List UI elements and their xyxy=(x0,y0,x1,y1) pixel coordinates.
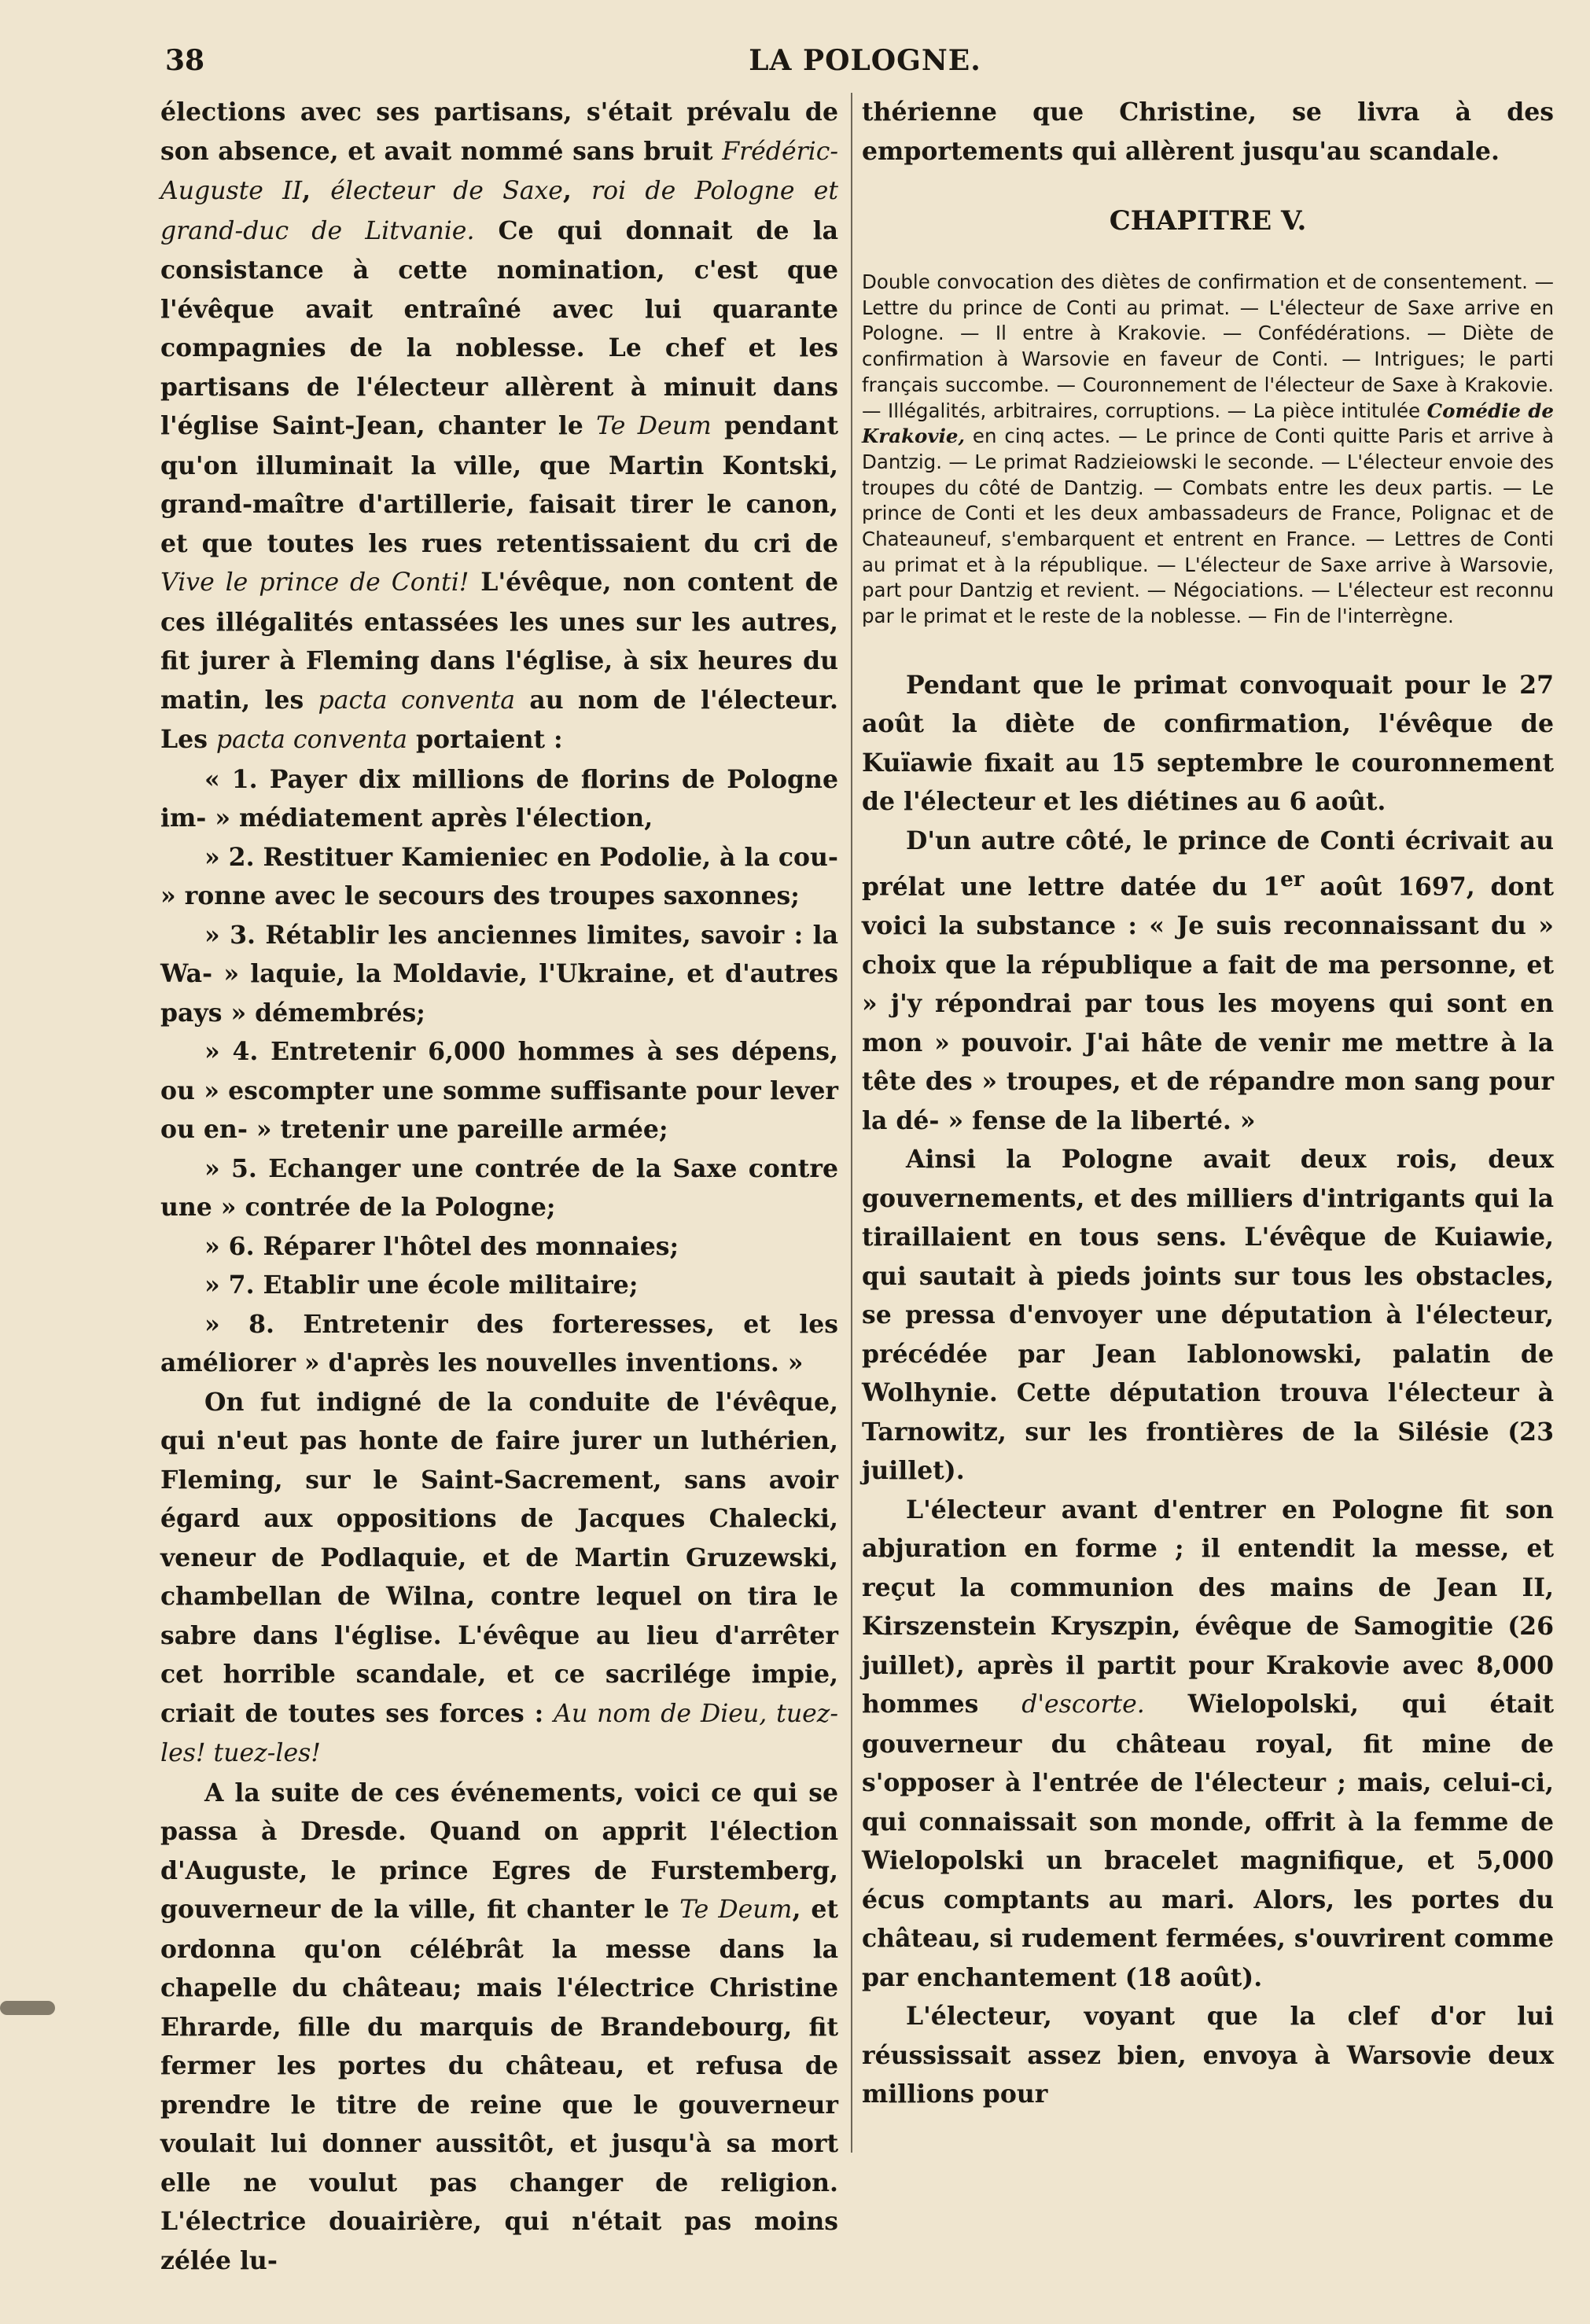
paragraph: L'électeur, voyant que la clef d'or lui réussissait assez bien, envoya à Warsovie deux millions pour xyxy=(862,2002,1554,2109)
paragraph: On fut indigné de la conduite de l'évêque, qui n'eut pas honte de faire jurer un luthérien, Fleming, sur le Saint-Sacrement, sans avoir égard aux oppositions de Jacques Chalecki, veneur de Podlaquie, et de Martin Gruzewski, chambellan de Wilna, contre lequel on tira le sabre dans l'église. L'évêque au lieu d'arrêter cet horrible scandale, et ce sacrilége impie, criait de toutes ses forces : Au nom de Dieu, tuez-les! tuez-les! xyxy=(160,1387,838,1767)
list-item: » 2. Restituer Kamieniec en Podolie, à la cou- » ronne avec le secours des troupes saxonnes; xyxy=(160,842,838,910)
list-item: » 6. Réparer l'hôtel des monnaies; xyxy=(204,1231,679,1261)
pacta-list xyxy=(160,760,838,1383)
ink-blot xyxy=(0,2001,55,2015)
list-item: » 3. Rétablir les anciennes limites, savoir : la Wa- » laquie, la Moldavie, l'Ukraine, et d'autres pays » démembrés; xyxy=(160,920,838,1028)
column-divider xyxy=(851,93,852,2153)
right-column xyxy=(862,93,1554,2114)
running-title: LA POLOGNE. xyxy=(749,44,981,77)
list-item: » 7. Etablir une école militaire; xyxy=(204,1270,639,1300)
chapter-title: CHAPITRE V. xyxy=(1109,205,1307,237)
left-column xyxy=(160,93,838,2280)
page-header xyxy=(0,0,1590,86)
paragraph: D'un autre côté, le prince de Conti écrivait au prélat une lettre datée du 1er août 1697, dont voici la substance : « Je suis reconnaissant du » choix que la république a fait de ma personne, et » j'y répondrai par tous les moyens qui sont en mon » pouvoir. J'ai hâte de venir me mettre à la tête des » troupes, et de répandre mon sang pour la dé- » fense de la liberté. » xyxy=(862,826,1554,1135)
list-item: » 8. Entretenir des forteresses, et les améliorer » d'après les nouvelles inventions. » xyxy=(160,1309,838,1377)
paragraph: élections avec ses partisans, s'était prévalu de son absence, et avait nommé sans bruit Frédéric-Auguste II, électeur de Saxe, roi de Pologne et grand-duc de Litvanie. Ce qui donnait de la consistance à cette nomination, c'est que l'évêque avait entraîné avec lui quarante compagnies de la noblesse. Le chef et les partisans de l'électeur allèrent à minuit dans l'église Saint-Jean, chanter le Te Deum pendant qu'on illuminait la ville, que Martin Kontski, grand-maître d'artillerie, faisait tirer le canon, et que toutes les rues retentissaient du cri de Vive le prince de Conti! L'évêque, non content de ces illégalités entassées les unes sur les autres, fit jurer à Fleming dans l'église, à six heures du matin, les pacta conventa au nom de l'électeur. Les pacta conventa portaient : xyxy=(160,97,838,754)
chapter-summary: Double convocation des diètes de confirmation et de consentement. — Lettre du prince de Conti au primat. — L'électeur de Saxe arrive en Pologne. — Il entre à Krakovie. — Confédérations. — Diète de confirmation à Warsovie en faveur de Conti. — Intrigues; le parti français succombe. — Couronnement de l'électeur de Saxe à Krakovie. — Illégalités, arbitraires, corruptions. — La pièce intitulée Comédie de Krakovie, en cinq actes. — Le prince de Conti quitte Paris et arrive à Dantzig. — Le primat Radzieiowski le seconde. — L'électeur envoie des troupes du côté de Dantzig. — Combats entre les deux partis. — Le prince de Conti et les deux ambassadeurs de France, Polignac et de Chateauneuf, s'embarquent et entrent en France. — Lettres de Conti au primat et à la république. — L'électeur de Saxe arrive à Warsovie, part pour Dantzig et revient. — Négociations. — L'électeur est reconnu par le primat et le reste de la noblesse. — Fin de l'interrègne. xyxy=(862,270,1554,628)
page-number: 38 xyxy=(165,44,205,77)
paragraph: Pendant que le primat convoquait pour le 27 août la diète de confirmation, l'évêque de Kuïawie fixait au 15 septembre le couronnement de l'électeur et les diétines au 6 août. xyxy=(862,670,1554,817)
list-item: » 4. Entretenir 6,000 hommes à ses dépens, ou » escompter une somme suffisante pour lever ou en- » tretenir une pareille armée; xyxy=(160,1037,838,1144)
list-item: « 1. Payer dix millions de florins de Pologne im- » médiatement après l'élection, xyxy=(160,764,838,833)
paragraph: L'électeur avant d'entrer en Pologne fit son abjuration en forme ; il entendit la messe, et reçut la communion des mains de Jean II, Kirszenstein Kryszpin, évêque de Samogitie (26 juillet), après il partit pour Krakovie avec 8,000 hommes d'escorte. Wielopolski, qui était gouverneur du château royal, fit mine de s'opposer à l'entrée de l'électeur ; mais, celui-ci, qui connaissait son monde, offrit à la femme de Wielopolski un bracelet magnifique, et 5,000 écus comptants au mari. Alors, les portes du château, si rudement fermées, s'ouvrirent comme par enchantement (18 août). xyxy=(862,1495,1554,1992)
paragraph: A la suite de ces événements, voici ce qui se passa à Dresde. Quand on apprit l'élection d'Auguste, le prince Egres de Furstemberg, gouverneur de la ville, fit chanter le Te Deum, et ordonna qu'on célébrât la messe dans la chapelle du château; mais l'électrice Christine Ehrarde, fille du marquis de Brandebourg, fit fermer les portes du château, et refusa de prendre le titre de reine que le gouverneur voulait lui donner aussitôt, et jusqu'à sa mort elle ne voulut pas changer de religion. L'électrice douairière, qui n'était pas moins zélée lu- xyxy=(160,1778,839,2275)
list-item: » 5. Echanger une contrée de la Saxe contre une » contrée de la Pologne; xyxy=(160,1153,838,1222)
paragraph: Ainsi la Pologne avait deux rois, deux gouvernements, et des milliers d'intrigants qui la tiraillaient en tous sens. L'évêque de Kuiawie, qui sautait à pieds joints sur tous les obstacles, se pressa d'envoyer une députation à l'électeur, précédée par Jean Iablonowski, palatin de Wolhynie. Cette députation trouva l'électeur à Tarnowitz, sur les frontières de la Silésie (23 juillet). xyxy=(862,1145,1554,1486)
paragraph: thérienne que Christine, se livra à des emportements qui allèrent jusqu'au scandale. xyxy=(862,97,1554,166)
